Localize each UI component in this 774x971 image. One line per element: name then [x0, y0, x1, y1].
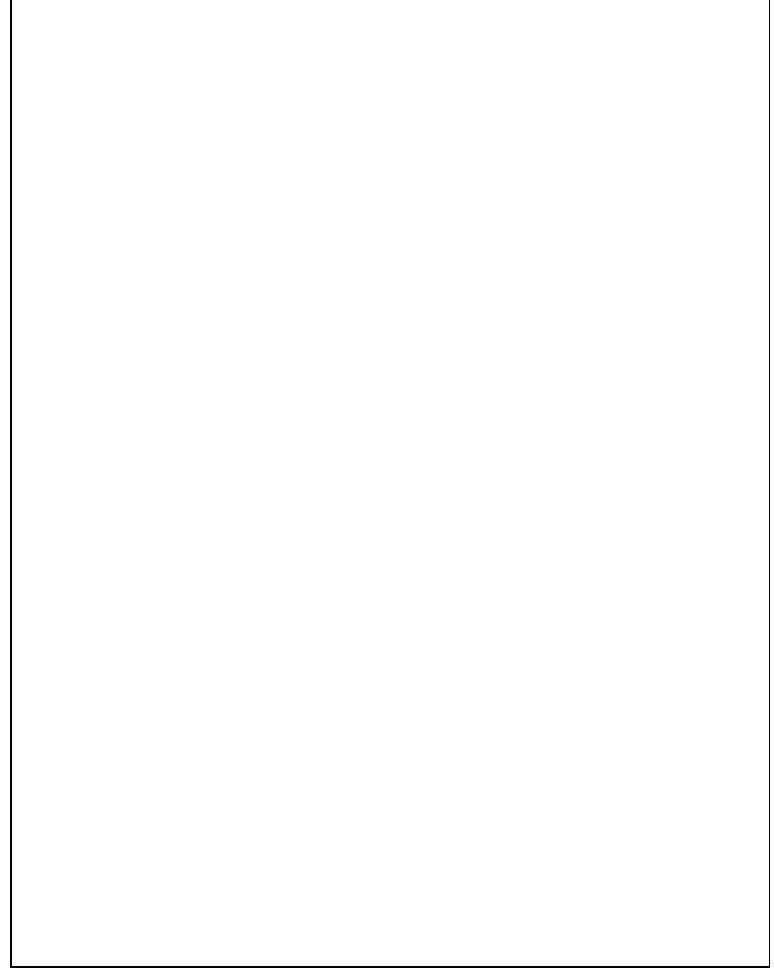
budget-table	[10, 0, 770, 968]
